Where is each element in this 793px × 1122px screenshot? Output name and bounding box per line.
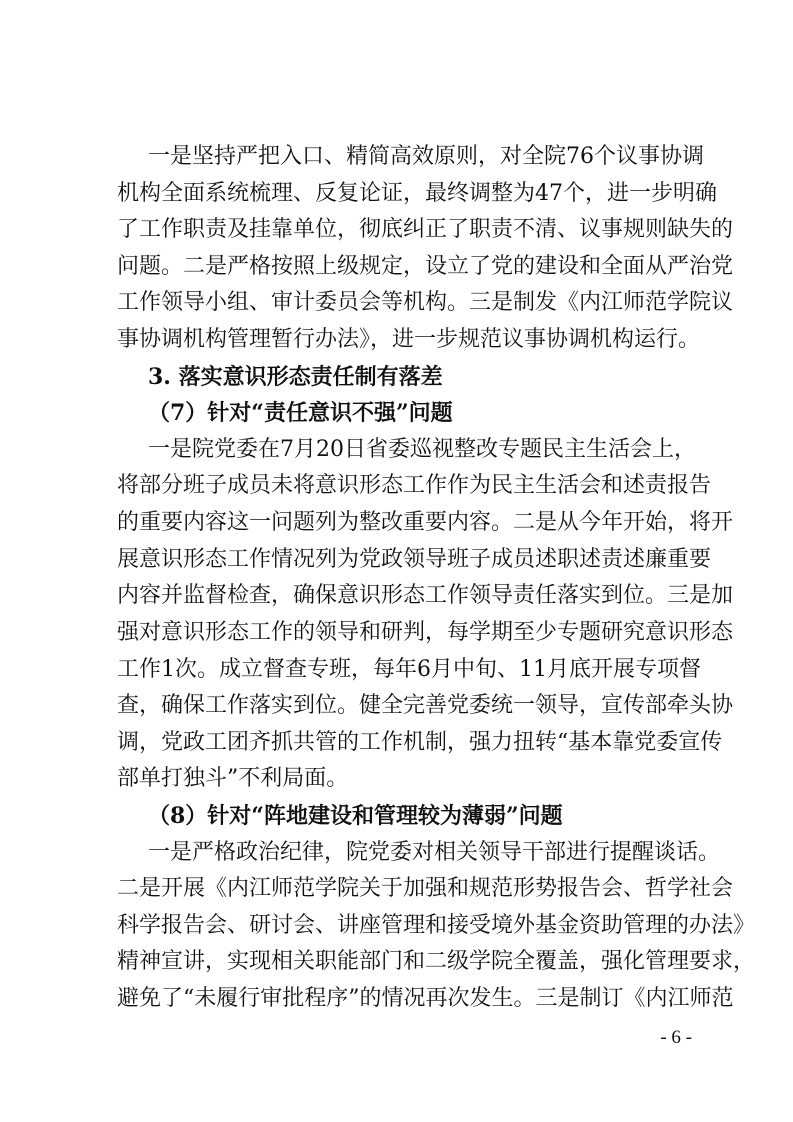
paragraph-line: 部单打独斗”不利局面。 bbox=[117, 766, 349, 791]
section-heading: 3. 落实意识形态责任制有落差 bbox=[148, 364, 443, 390]
paragraph-line: 事协调机构管理暂行办法》，进一步规范议事协调机构运行。 bbox=[117, 327, 701, 352]
subsection-heading: （8）针对“阵地建设和管理较为薄弱”问题 bbox=[148, 803, 563, 829]
subsection-heading: （7）针对“责任意识不强”问题 bbox=[148, 400, 453, 426]
paragraph-line: 一是院党委在7月20日省委巡视整改专题民主生活会上， bbox=[148, 437, 696, 462]
paragraph-line: 的重要内容这一问题列为整改重要内容。二是从今年开始，将开 bbox=[117, 510, 734, 535]
paragraph-line: 展意识形态工作情况列为党政领导班子成员述职述责述廉重要 bbox=[117, 547, 712, 572]
paragraph-line: 工作领导小组、审计委员会等机构。三是制发《内江师范学院议 bbox=[117, 290, 734, 315]
paragraph-line: 一是坚持严把入口、精简高效原则，对全院76个议事协调 bbox=[148, 144, 704, 169]
paragraph-line: 调，党政工团齐抓共管的工作机制，强力扭转“基本靠党委宣传 bbox=[117, 730, 723, 755]
paragraph-line: 将部分班子成员未将意识形态工作作为民主生活会和述责报告 bbox=[117, 473, 712, 498]
paragraph-line: 精神宣讲，实现相关职能部门和二级学院全覆盖，强化管理要求， bbox=[117, 949, 756, 974]
paragraph-line: 二是开展《内江师范学院关于加强和规范形势报告会、哲学社会 bbox=[117, 876, 734, 901]
paragraph-line: 一是严格政治纪律，院党委对相关领导干部进行提醒谈话。 bbox=[148, 840, 721, 865]
paragraph-line: 了工作职责及挂靠单位，彻底纠正了职责不清、议事规则缺失的 bbox=[117, 217, 734, 242]
page-number: - 6 - bbox=[660, 1027, 692, 1048]
paragraph-line: 查，确保工作落实到位。健全完善党委统一领导，宣传部牵头协 bbox=[117, 693, 734, 718]
paragraph-line: 工作1次。成立督查专班，每年6月中旬、11月底开展专项督 bbox=[117, 657, 701, 682]
paragraph-line: 科学报告会、研讨会、讲座管理和接受境外基金资助管理的办法》 bbox=[117, 913, 756, 938]
paragraph-line: 机构全面系统梳理、反复论证，最终调整为47个，进一步明确 bbox=[117, 181, 717, 206]
paragraph-line: 问题。二是严格按照上级规定，设立了党的建设和全面从严治党 bbox=[117, 254, 734, 279]
paragraph-line: 内容并监督检查，确保意识形态工作领导责任落实到位。三是加 bbox=[117, 583, 734, 608]
paragraph-line: 强对意识形态工作的领导和研判，每学期至少专题研究意识形态 bbox=[117, 620, 734, 645]
paragraph-line: 避免了“未履行审批程序”的情况再次发生。三是制订《内江师范 bbox=[117, 986, 734, 1011]
